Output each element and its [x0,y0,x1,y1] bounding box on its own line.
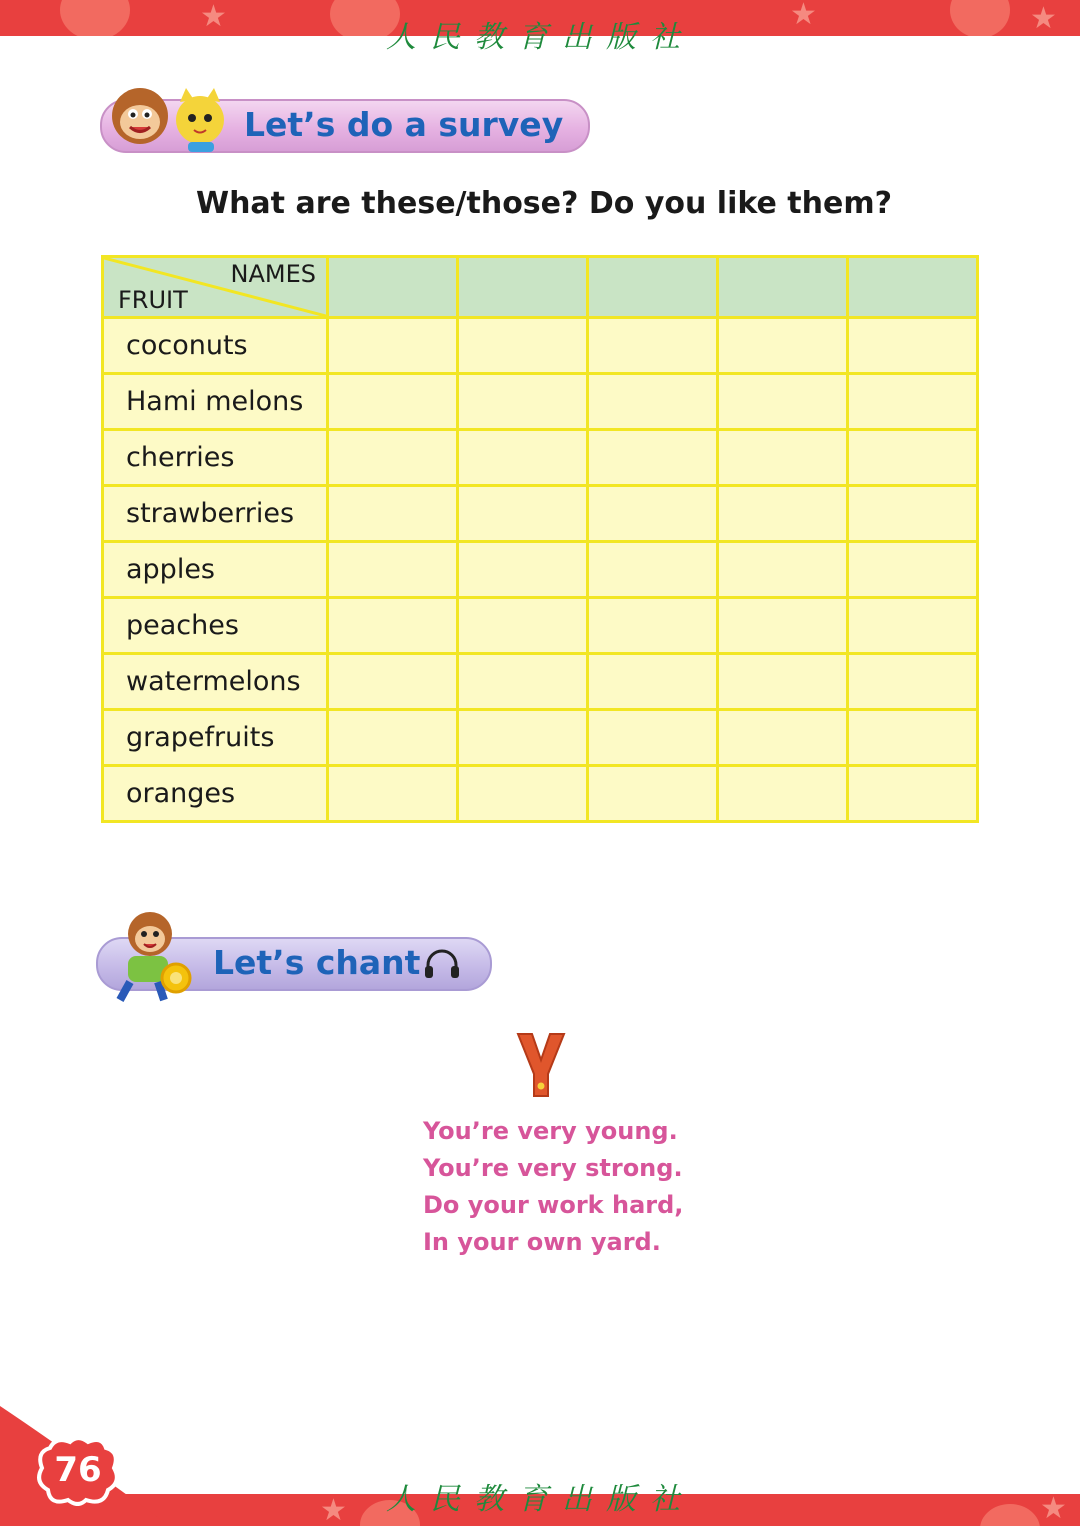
table-row [103,430,978,486]
answer-cell[interactable] [328,766,458,822]
answer-cell[interactable] [848,766,978,822]
chant-line: In your own yard. [423,1228,661,1256]
name-column-cell[interactable] [848,257,978,318]
chant-line: You’re very strong. [423,1154,683,1182]
survey-question: What are these/those? Do you like them? [195,186,892,221]
answer-cell[interactable] [328,654,458,710]
survey-table [101,255,979,823]
chant-lyrics [423,1113,683,1261]
answer-cell[interactable] [848,542,978,598]
answer-cell[interactable] [848,598,978,654]
name-column-cell[interactable] [328,257,458,318]
names-fruit-corner-header [103,257,328,318]
answer-cell[interactable] [458,430,588,486]
answer-cell[interactable] [328,318,458,374]
names-header-label: NAMES [230,260,316,288]
fruit-header-label: FRUIT [118,286,188,314]
answer-cell[interactable] [588,374,718,430]
answer-cell[interactable] [718,542,848,598]
fruit-label: strawberries [103,486,328,542]
name-column-cell[interactable] [458,257,588,318]
answer-cell[interactable] [458,486,588,542]
fruit-label: oranges [103,766,328,822]
answer-cell[interactable] [588,430,718,486]
answer-cell[interactable] [848,486,978,542]
fruit-label: Hami melons [103,374,328,430]
fruit-label: cherries [103,430,328,486]
table-row [103,710,978,766]
table-row [103,654,978,710]
answer-cell[interactable] [588,654,718,710]
answer-cell[interactable] [588,710,718,766]
answer-cell[interactable] [458,654,588,710]
answer-cell[interactable] [848,430,978,486]
answer-cell[interactable] [588,318,718,374]
answer-cell[interactable] [718,766,848,822]
answer-cell[interactable] [718,374,848,430]
answer-cell[interactable] [458,542,588,598]
chant-line: Do your work hard, [423,1191,684,1219]
answer-cell[interactable] [718,654,848,710]
table-row [103,766,978,822]
answer-cell[interactable] [718,430,848,486]
answer-cell[interactable] [328,430,458,486]
name-column-cell[interactable] [718,257,848,318]
table-row [103,318,978,374]
answer-cell[interactable] [328,542,458,598]
table-header-row [103,257,978,318]
answer-cell[interactable] [458,598,588,654]
answer-cell[interactable] [588,542,718,598]
bottom-decorative-band: ★ ★ [0,1494,1080,1526]
answer-cell[interactable] [328,710,458,766]
answer-cell[interactable] [588,598,718,654]
answer-cell[interactable] [848,374,978,430]
headphones-icon[interactable] [423,949,461,979]
monkey-and-cat-mascot-icon [104,80,234,154]
answer-cell[interactable] [588,766,718,822]
answer-cell[interactable] [458,318,588,374]
chant-line: You’re very young. [423,1117,678,1145]
page-number-badge [36,1436,120,1506]
answer-cell[interactable] [328,486,458,542]
fruit-label: grapefruits [103,710,328,766]
publisher-mark-top: 人民教育出版社 [386,20,694,55]
answer-cell[interactable] [588,486,718,542]
answer-cell[interactable] [848,710,978,766]
answer-cell[interactable] [848,318,978,374]
fruit-label: coconuts [103,318,328,374]
table-row [103,374,978,430]
answer-cell[interactable] [718,318,848,374]
answer-cell[interactable] [328,374,458,430]
table-row [103,598,978,654]
fruit-label: watermelons [103,654,328,710]
fruit-label: apples [103,542,328,598]
table-row [103,542,978,598]
page-number: 76 [54,1450,102,1490]
answer-cell[interactable] [328,598,458,654]
publisher-mark-bottom: 人民教育出版社 [386,1482,694,1517]
monkey-drummer-mascot-icon [100,906,200,1006]
survey-banner-title: Let’s do a survey [244,105,564,144]
fruit-label: peaches [103,598,328,654]
answer-cell[interactable] [458,374,588,430]
answer-cell[interactable] [458,710,588,766]
top-decorative-band: ★ ★ ★ [0,0,1080,36]
name-column-cell[interactable] [588,257,718,318]
table-row [103,486,978,542]
answer-cell[interactable] [718,598,848,654]
letter-y-icon [512,1030,570,1102]
answer-cell[interactable] [848,654,978,710]
chant-banner-title: Let’s chant [213,943,421,982]
answer-cell[interactable] [718,486,848,542]
answer-cell[interactable] [718,710,848,766]
answer-cell[interactable] [458,766,588,822]
